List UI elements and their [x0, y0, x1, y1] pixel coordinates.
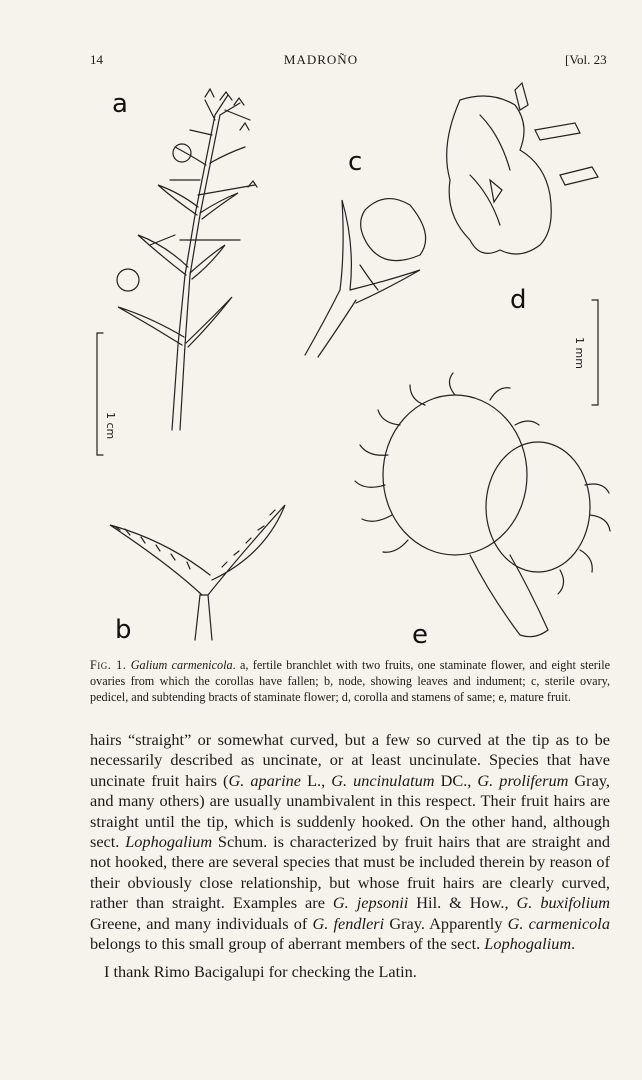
scale-label-1cm: 1 cm	[104, 412, 117, 440]
drawing-a-branchlet	[117, 89, 257, 430]
caption-species: Galium carmenicola	[130, 658, 233, 672]
body-text-run: DC.,	[434, 770, 478, 790]
journal-title: MADROÑO	[283, 52, 359, 67]
body-text-run: Hil. & How.,	[408, 893, 517, 913]
species-name: G. buxifolium	[516, 893, 611, 913]
drawing-c-ovary	[305, 199, 426, 357]
running-header	[0, 52, 642, 72]
body-text-run: Gray. Apparently	[384, 913, 508, 933]
body-text-run: Greene, and many individuals of	[90, 913, 313, 933]
body-text-run: .	[571, 934, 576, 954]
panel-label-a: a	[112, 89, 128, 119]
caption-fig-label: Fig. 1.	[90, 658, 127, 672]
scale-bar-1cm	[97, 333, 103, 455]
panel-label-b: b	[115, 615, 132, 645]
body-text-run: Schum. is characterized by fruit hairs that are straight and not hooked, there are several species that must be included therein by reason of their obviously close relationship, but whose fruit hairs are clearly curved, rather than straight. Examples are	[90, 832, 611, 913]
page-number: 14	[90, 52, 103, 67]
acknowledgement: I thank Rimo Bacigalupi for checking the Latin.	[104, 962, 417, 981]
species-name: G. proliferum	[477, 770, 569, 790]
section-name: Lophogalium	[125, 832, 213, 852]
scale-bar-1mm	[592, 300, 598, 405]
species-name: G. carmenicola	[507, 913, 610, 933]
body-text-run: L.,	[301, 770, 332, 790]
botanical-figure	[0, 75, 642, 650]
panel-label-e: e	[412, 620, 428, 650]
volume-number: [Vol. 23	[565, 52, 607, 67]
scale-label-1mm: 1 mm	[573, 337, 586, 369]
drawing-e-fruit	[355, 373, 610, 637]
figure-drawings	[0, 75, 642, 650]
body-text-run: belongs to this small group of aberrant members of the sect.	[90, 934, 485, 954]
body-paragraph	[90, 730, 610, 954]
body-text-run: hairs “straight” or somewhat curved, but a few so curved at the tip as to be necessarily described as uncinate, or at least uncinulate. Species that have uncinate fruit hairs (	[90, 730, 610, 790]
caption-text: . a, fertile branchlet with two fruits, one staminate flower, and eight sterile ovaries from which the corollas have fallen; b, node, showing leaves and indument; c, sterile ovary, pedicel, and subtending bracts of staminate flower; d, corolla and stamens of same; e, mature fruit.	[90, 658, 611, 704]
drawing-b-node	[110, 505, 285, 640]
section-name: Lophogalium	[484, 934, 572, 954]
panel-label-c: c	[348, 147, 363, 177]
drawing-d-corolla	[447, 83, 598, 254]
species-name: G. aparine	[228, 770, 301, 790]
panel-label-d: d	[510, 285, 527, 315]
species-name: G. jepsonii	[332, 893, 409, 913]
figure-caption	[90, 657, 610, 705]
species-name: G. fendleri	[312, 913, 385, 933]
body-text-run: Gray, and many others) are usually unambivalent in this respect. Their fruit hairs are straight until the tip, which is suddenly hooked. On the other hand, although sect.	[90, 770, 610, 852]
species-name: G. uncinulatum	[331, 770, 435, 790]
